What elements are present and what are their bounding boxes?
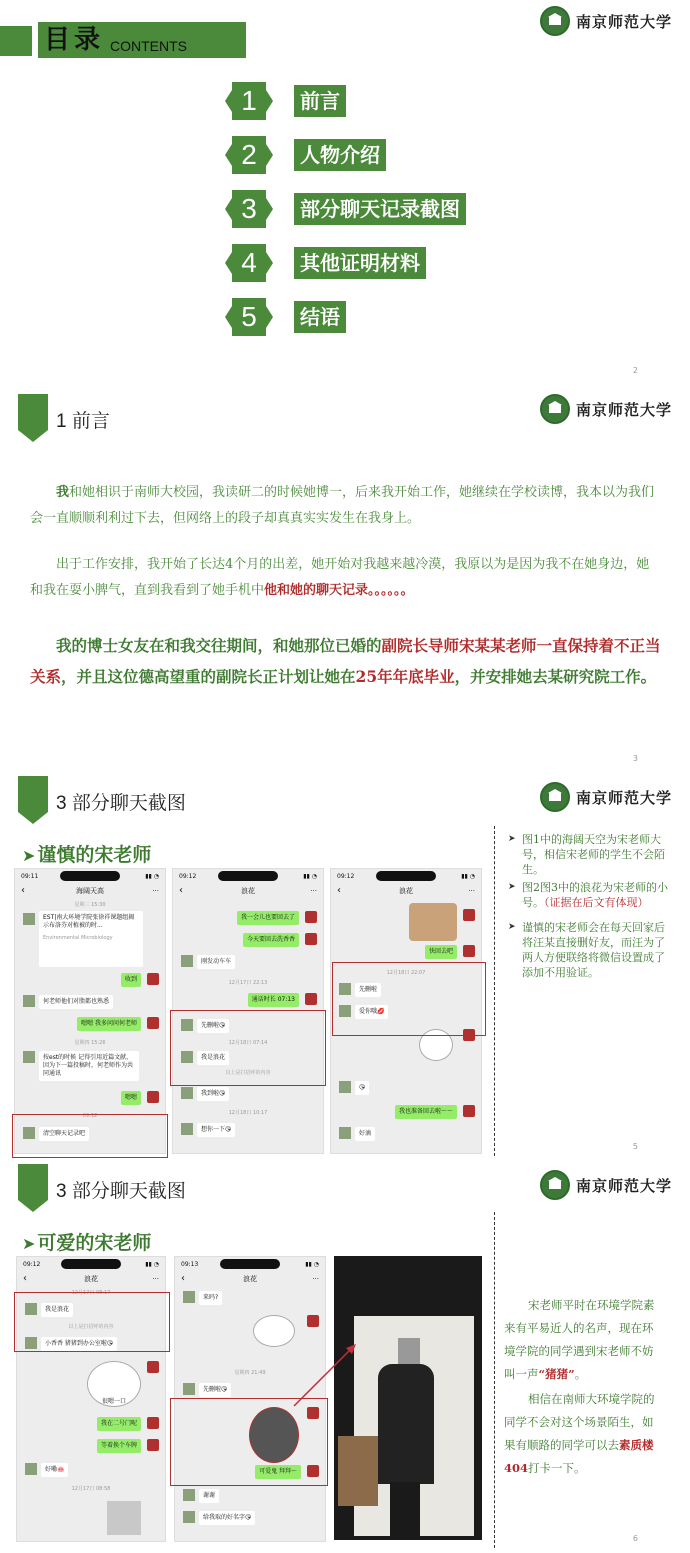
note-text: 图2图3中的浪花为宋老师的小号。 xyxy=(522,881,668,909)
message-bubble: 我也准备回去啦～～ xyxy=(395,1105,457,1119)
toc-num: 1 xyxy=(232,82,266,120)
system-note: 以上是打招呼的内容 xyxy=(68,1324,114,1330)
avatar xyxy=(181,955,193,967)
chat-name: ‹ 海阔天高 ··· xyxy=(15,883,165,899)
avatar xyxy=(339,1127,351,1139)
message-bubble: 小香香 猪猪到办公室啦😘 xyxy=(41,1337,117,1351)
logo-text: 南京师范大学 xyxy=(575,788,672,807)
signal-icon: ▮▮ ◔ xyxy=(145,872,159,880)
chat-name: ‹ 浪花 ··· xyxy=(175,1271,325,1287)
avatar xyxy=(183,1291,195,1303)
chat-screenshot-1 xyxy=(14,868,166,1154)
toc-label: 前言 xyxy=(294,85,346,117)
timestamp: 09:12 xyxy=(82,1113,98,1119)
logo-text: 南京师范大学 xyxy=(575,1176,672,1195)
highlight-text: 他和她的聊天记录。。。。。。 xyxy=(264,583,414,598)
highlight-text: “猪猪” xyxy=(538,1367,575,1381)
university-logo xyxy=(540,782,672,812)
preface-paragraph-1 xyxy=(30,480,660,532)
side-paragraph-2 xyxy=(504,1388,664,1480)
message-bubble: 嗯嗯 xyxy=(121,1091,141,1105)
signal-icon: ▮▮ ◔ xyxy=(461,872,475,880)
arrow-icon xyxy=(290,1340,360,1410)
message-bubble: 收到 xyxy=(121,973,141,987)
avatar xyxy=(147,1017,159,1029)
logo-text: 南京师范大学 xyxy=(575,12,672,31)
status-time: 09:11 xyxy=(21,872,39,880)
flag-icon xyxy=(18,394,48,442)
timestamp: 星期四 21:49 xyxy=(234,1370,266,1376)
toc-num: 5 xyxy=(232,298,266,336)
signal-icon: ▮▮ ◔ xyxy=(305,1260,319,1268)
chat-name: ‹ 浪花 ··· xyxy=(331,883,481,899)
avatar xyxy=(305,911,317,923)
section-header xyxy=(18,1164,186,1212)
section-title: 3 部分聊天截图 xyxy=(56,793,186,814)
toc-item-1[interactable] xyxy=(232,82,346,120)
message-bubble: 先删啦 xyxy=(355,983,381,997)
note-text: 图1中的海阔天空为宋老师大号，相信宋老师的学生不会陌生。 xyxy=(522,833,665,876)
message-bubble: 谢谢 xyxy=(199,1489,219,1503)
avatar xyxy=(463,945,475,957)
chat-slide-1 xyxy=(0,770,690,1160)
chat-name: ‹ 浪花 ··· xyxy=(173,883,323,899)
highlight-box xyxy=(170,1398,328,1486)
timestamp: 12月17日 22:13 xyxy=(228,980,268,986)
highlight-box xyxy=(332,962,486,1036)
section-header xyxy=(18,394,110,442)
highlight-text: 素质楼404 xyxy=(504,1438,654,1475)
page-number: 3 xyxy=(632,754,638,763)
note-item xyxy=(508,832,668,877)
avatar xyxy=(147,1091,159,1103)
preface-paragraph-2 xyxy=(30,552,660,604)
message-bubble: 今天要回去洗香香 xyxy=(243,933,299,947)
timestamp: 星期四 15:26 xyxy=(74,1040,106,1046)
avatar xyxy=(463,1105,475,1117)
message-bubble: 可爱鬼 拜拜～ xyxy=(255,1465,301,1479)
message-bubble: 我是浪花 xyxy=(197,1051,229,1065)
chat-slide-2 xyxy=(0,1160,690,1553)
chat-name: ‹ 浪花 ··· xyxy=(17,1271,165,1287)
section-header xyxy=(18,776,186,824)
university-logo xyxy=(540,394,672,424)
subheading: ➤ 可爱的宋老师 xyxy=(22,1228,151,1255)
highlight-text: 25年年底毕业 xyxy=(355,667,455,686)
message-bubble: 😘 xyxy=(355,1081,369,1095)
message-bubble: 好滴 xyxy=(355,1127,375,1141)
avatar xyxy=(25,1463,37,1475)
message-bubble: 清空聊天记录吧 xyxy=(39,1127,89,1141)
message-bubble: 刚发动车车 xyxy=(197,955,235,969)
subheading: ➤ 谨慎的宋老师 xyxy=(22,840,151,867)
avatar xyxy=(181,1087,193,1099)
signal-icon: ▮▮ ◔ xyxy=(145,1260,159,1268)
system-note: 以上是打招呼的内容 xyxy=(225,1070,271,1076)
toc-label: 结语 xyxy=(294,301,346,333)
note-text: 谨慎的宋老师会在每天回家后将汪某直接删好友，而汪为了两人方便联络将微信设置成了添加不用验证。 xyxy=(522,921,665,979)
avatar xyxy=(463,909,475,921)
message-bubble: 给我取的好名字😘 xyxy=(199,1511,255,1525)
toc-label: 部分聊天记录截图 xyxy=(294,193,466,225)
university-seal-icon xyxy=(540,6,570,36)
status-time: 09:12 xyxy=(179,872,197,880)
toc-item-2[interactable] xyxy=(232,136,386,174)
timestamp: 星期三 15:30 xyxy=(74,902,106,908)
avatar xyxy=(183,1511,195,1523)
university-logo xyxy=(540,6,672,36)
preface-slide xyxy=(0,380,690,770)
toc-slide xyxy=(0,0,690,380)
card-source: Environmental Microbiology xyxy=(43,935,113,941)
toc-item-4[interactable] xyxy=(232,244,426,282)
avatar xyxy=(181,1123,193,1135)
avatar xyxy=(339,1081,351,1093)
university-seal-icon xyxy=(540,1170,570,1200)
preface-paragraph-3 xyxy=(30,630,670,692)
toc-subtitle: CONTENTS xyxy=(110,38,188,54)
avatar xyxy=(147,1361,159,1373)
message-bubble: 想你一下😘 xyxy=(197,1123,235,1137)
flag-icon xyxy=(18,1164,48,1212)
timestamp: 12月18日 10:17 xyxy=(228,1110,268,1116)
message-bubble: 快回去吧 xyxy=(425,945,457,959)
paragraph-text: 打卡一下。 xyxy=(528,1461,586,1475)
message-bubble: 先删啦😘 xyxy=(197,1019,229,1033)
highlight-text: 副院长导师宋某某老师一直保持着不正当关系 xyxy=(30,636,661,686)
timestamp: 12月17日 08:17 xyxy=(71,1290,111,1296)
message-bubble: 先删啦😘 xyxy=(199,1383,231,1397)
paragraph-text: 相信在南师大环境学院的同学不会对这个场景陌生，如果有顺路的同学可以去 xyxy=(504,1392,655,1452)
toc-left-bar xyxy=(0,26,32,56)
avatar xyxy=(23,913,35,925)
avatar xyxy=(147,1417,159,1429)
avatar xyxy=(305,933,317,945)
toc-num: 2 xyxy=(232,136,266,174)
message-bubble: 我到啦😘 xyxy=(197,1087,229,1101)
page-number: 6 xyxy=(632,1534,638,1543)
avatar xyxy=(23,1051,35,1063)
avatar xyxy=(23,995,35,1007)
toc-title-box xyxy=(38,22,246,58)
sticker-image xyxy=(87,1361,141,1407)
toc-title: 目录 xyxy=(44,25,105,55)
paragraph-text: 宋老师平时在环境学院素来有平易近人的名声，现在环境学院的同学遇到宋老师不妨叫一声 xyxy=(504,1298,655,1381)
note-item xyxy=(508,880,668,910)
avatar xyxy=(147,1439,159,1451)
university-seal-icon xyxy=(540,394,570,424)
message-bubble: 通话时长 07:13 xyxy=(248,993,299,1007)
message-bubble: 我一会儿也要回去了 xyxy=(237,911,299,925)
logo-text: 南京师范大学 xyxy=(575,400,672,419)
paragraph-text: 和她相识于南师大校园，我读研二的时候她博一，后来我开始工作，她继续在学校读博，我本以为我们会一直顺顺利利过下去，但网络上的段子却真真实实发生在我身上。 xyxy=(30,485,655,526)
message-bubble: 我是浪花 xyxy=(41,1303,73,1317)
paragraph-text: ，并安排她去某研究院工作。 xyxy=(454,667,657,686)
toc-item-3[interactable] xyxy=(232,190,466,228)
toc-label: 人物介绍 xyxy=(294,139,386,171)
pig-sticker-image xyxy=(253,1315,295,1347)
message-bubble: 爱你哦💋 xyxy=(355,1005,388,1019)
paragraph-text: 出于工作安排，我开始了长达4个月的出差，她开始对我越来越冷漠，我原以为是因为我不在她身边，她和我在耍小脾气，直到我看到了她手机中 xyxy=(30,557,650,598)
message-bubble: 嗯嗯 我多问问何老师 xyxy=(77,1017,141,1031)
section-title: 3 部分聊天截图 xyxy=(56,1181,186,1202)
status-time: 09:12 xyxy=(23,1260,41,1268)
university-seal-icon xyxy=(540,782,570,812)
avatar xyxy=(305,993,317,1005)
university-logo xyxy=(540,1170,672,1200)
page-number: 2 xyxy=(632,366,638,375)
toc-num: 3 xyxy=(232,190,266,228)
avatar xyxy=(183,1489,195,1501)
notes-list xyxy=(508,832,668,983)
avatar xyxy=(307,1315,319,1327)
divider xyxy=(494,826,495,1156)
status-time: 09:13 xyxy=(181,1260,199,1268)
toc-item-5[interactable] xyxy=(232,298,346,336)
message-bubble: 按est的时候 记得引用近篇文献，因为下一篇投稿时，何老师作为共同通讯 xyxy=(39,1051,139,1081)
sticker-caption: 很嗯一口 xyxy=(101,1398,126,1405)
note-highlight: （证据在后文有体现） xyxy=(544,896,649,909)
message-bubble: 何老师他们对脂都也熟悉 xyxy=(39,995,113,1009)
paragraph-text: 。 xyxy=(574,1367,587,1381)
highlight-box xyxy=(170,1010,326,1086)
message-bubble: 好嘞🐽 xyxy=(41,1463,68,1477)
toc-label: 其他证明材料 xyxy=(294,247,426,279)
status-time: 09:12 xyxy=(337,872,355,880)
paragraph-text: 我的博士女友在和我交往期间，和她那位已婚的 xyxy=(56,636,382,655)
link-card xyxy=(39,911,143,967)
message-text: EST|南大环境学院张徐祥课题组揭示布洛芬对植被的时... xyxy=(43,914,135,929)
divider xyxy=(494,1212,495,1548)
avatar xyxy=(147,973,159,985)
side-paragraph-1 xyxy=(504,1294,664,1386)
timestamp: 12月18日 07:14 xyxy=(228,1040,268,1046)
avatar xyxy=(183,1383,195,1395)
message-bubble: 等着换个车牌 xyxy=(97,1439,141,1453)
lead-char: 我 xyxy=(56,485,70,500)
toc-num: 4 xyxy=(232,244,266,282)
cat-sticker-image xyxy=(409,903,457,941)
timestamp: 12月17日 08:58 xyxy=(71,1486,111,1492)
flag-icon xyxy=(18,776,48,824)
message-bubble: 我在二号门呢 xyxy=(97,1417,141,1431)
signal-icon: ▮▮ ◔ xyxy=(303,872,317,880)
page-number: 5 xyxy=(632,1142,638,1151)
paragraph-text: ，并且这位德高望重的副院长正计划让她在 xyxy=(61,667,356,686)
photo-thumbnail xyxy=(107,1501,141,1535)
note-item xyxy=(508,920,668,980)
timestamp: 12月18日 22:07 xyxy=(386,970,426,976)
message-bubble: 来吗? xyxy=(199,1291,222,1305)
highlight-box xyxy=(12,1114,168,1158)
section-title: 1 前言 xyxy=(56,411,110,432)
highlight-box xyxy=(14,1292,170,1352)
